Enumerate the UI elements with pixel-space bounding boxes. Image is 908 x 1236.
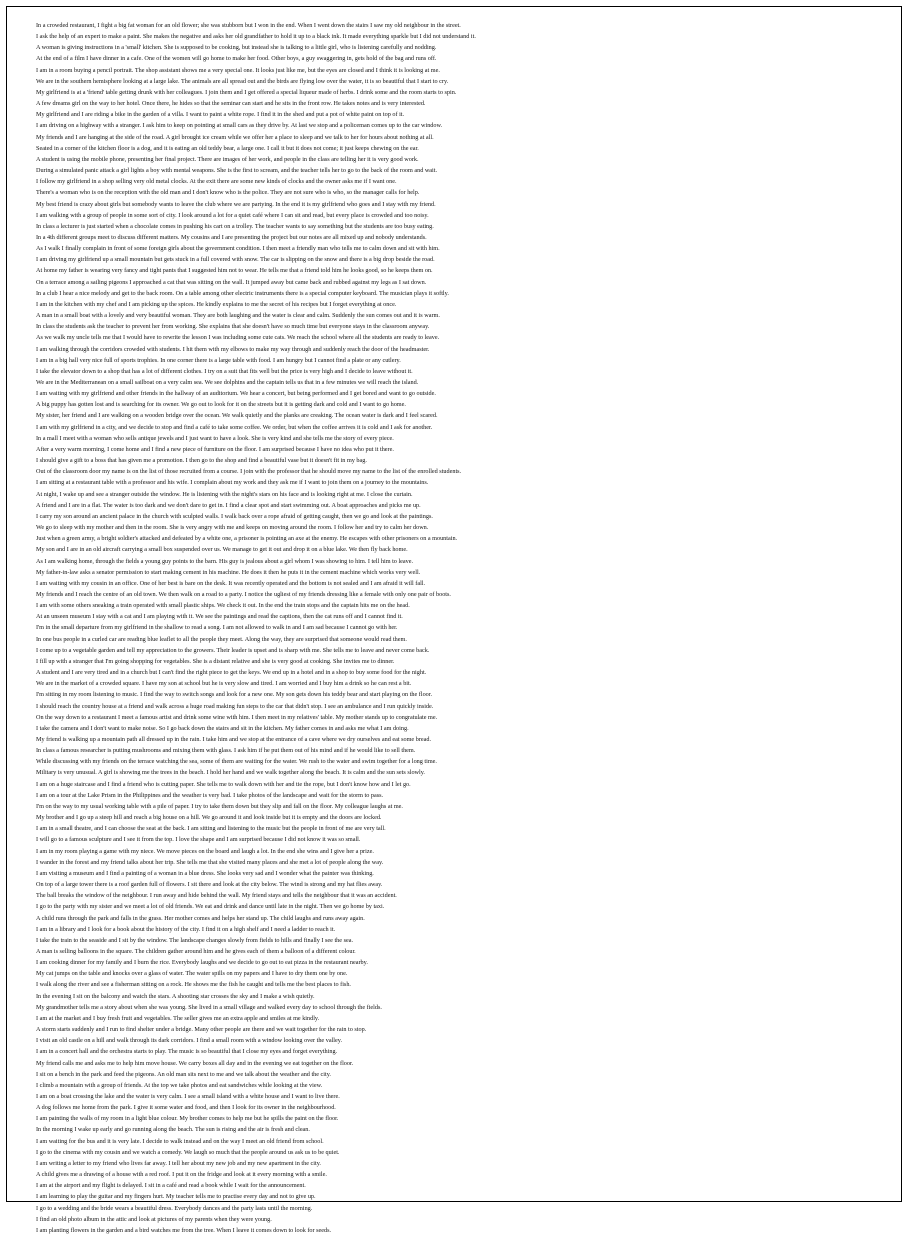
text-line: I take the train to the seaside and I sit by the window. The landscape changes slowly from fields to hills and finally I see the sea. (36, 936, 354, 944)
text-line: I should reach the country house at a friend and walk across a huge road making fun steps to the car that didn't stop. I see an ambulance and I run quickly inside. (36, 702, 434, 710)
text-line: My girlfriend and I are riding a bike in the garden of a villa. I want to paint a white rope. I find it in the shed and put a pot of white paint on top of it. (36, 111, 405, 119)
text-line: I'm on the way to my usual working table with a pile of paper. I try to take them down but they slip and fall on the floor. My colleague laughs at me. (36, 802, 403, 810)
text-line: A big puppy has gotten lost and is searching for its owner. We go out to look for it on the streets but it is getting dark and cold and I want to go home. (36, 401, 406, 409)
text-line: My son and I are in an old aircraft carrying a small box suspended over us. We manage to get it out and drop it on a blue lake. We then fly back home. (36, 546, 408, 554)
text-line: We are in the southern hemisphere looking at a large lake. The animals are all spread out and the birds are flying low over the water, it is so beautiful that I start to cry. (36, 77, 449, 85)
text-line: As I am walking home, through the fields a young guy points to the barn. His guy is jealous about a girl whom I was showing to him. I tell him to leave. (36, 557, 414, 565)
text-line: I'm sitting in my room listening to music. I find the way to switch songs and look for a new one. My son gets down his teddy bear and start playing on the floor. (36, 691, 433, 699)
text-line: I am sitting at a restaurant table with a professor and his wife. I complain about my work and they ask me if I want to join them on a journey to the mountains. (36, 479, 429, 487)
text-line: I am in a room buying a pencil portrait. The shop assistant shows me a very special one. It looks just like me, but the eyes are closed and I think it is looking at me. (36, 66, 440, 74)
text-line: I am waiting with my cousin in an office. One of her best is bare on the desk. It was recently operated and the bottom is not sealed and I am afraid it will fall. (36, 579, 426, 587)
text-line: At an unseen museum I stay with a cat and I am playing with it. We see the paintings and read the captions, then the cat runs off and I cannot find it. (36, 613, 403, 621)
text-line: At home my father is wearing very fancy and tight pants that I suggested him not to wear. He tells me that a friend told him he looks good, so he keeps them on. (36, 267, 433, 275)
text-line: In class a famous researcher is putting mushrooms and mixing them with glass. I ask him if he put them out of his mind and if he would like to sell them. (36, 747, 416, 755)
text-line: The ball breaks the window of the neighbour. I run away and hide behind the wall. My friend stays and tells the neighbour that it was an accident. (36, 892, 397, 900)
text-line: After a very warm morning, I come home and I find a new piece of furniture on the floor. I am surprised because I have no idea who put it there. (36, 445, 394, 453)
text-line: I take the elevator down to a shop that has a lot of different clothes. I try on a suit that fits well but the price is very high and I decide to leave without it. (36, 367, 413, 375)
text-line: I am in a small theatre, and I can choose the seat at the back. I am sitting and listening to the music but the people in front of me are very tall. (36, 825, 386, 833)
text-line: I am on a tour at the Lake Prism in the Philippines and the weather is very bad. I take photos of the landscape and wait for the storm to pass. (36, 791, 384, 799)
text-line: I am in a concert hall and the orchestra starts to play. The music is so beautiful that I close my eyes and forget everything. (36, 1048, 338, 1056)
text-line: A student is using the mobile phone, presenting her final project. There are images of her work, and people in the class are telling her it is very good work. (36, 155, 419, 163)
text-line: My friend is walking up a mountain path all dressed up in the rain. I take him and we stop at the entrance of a cave where we dry ourselves and eat some bread. (36, 736, 432, 743)
text-line: A man is selling balloons in the square. The children gather around him and he gives each of them a balloon of a different colour. (36, 947, 356, 955)
text-line: I am planting flowers in the garden and a bird watches me from the tree. When I leave it comes down to look for seeds. (36, 1226, 332, 1234)
document-text-lines (36, 20, 886, 1236)
text-line: On a terrace among a sailing pigeons I approached a cat that was sitting on the wall. It jumped away but came back and rubbed against my legs as I sat down. (36, 278, 427, 286)
text-line: We are in the Mediterranean on a small sailboat on a very calm sea. We see dolphins and the captain tells us that in a few minutes we will reach the island. (36, 379, 419, 386)
text-line: As I walk I finally complain in front of some foreign girls about the government condition. I then meet a friendly man who tells me to calm down and sit with him. (36, 245, 440, 253)
text-line: I am in my room playing a game with my niece. We move pieces on the board and laugh a lot. In the end she wins and I give her a prize. (36, 847, 374, 855)
text-line: A dog follows me home from the park. I give it some water and food, and then I look for its owner in the neighbourhood. (36, 1104, 336, 1112)
text-line: I go to the cinema with my cousin and we watch a comedy. We laugh so much that the people around us ask us to be quiet. (36, 1148, 340, 1156)
text-line: Just when a green army, a bright soldier's attacked and defeated by a white one, a prisoner is pointing an axe at the enemy. He escapes with other prisoners on a mountain. (36, 535, 458, 543)
text-line: My best friend is crazy about girls but somebody wants to leave the club where we are partying. In the end it is my girlfriend who goes and I stay with my friend. (36, 200, 436, 208)
text-line: We go to sleep with my mother and then in the room. She is very angry with me and keeps on moving around the room. I follow her and try to calm her down. (36, 524, 429, 532)
text-line: As we walk my uncle tells me that I would have to rewrite the lesson I was including some cute cats. We reach the school where all the students are ready to leave. (36, 334, 440, 342)
text-line: A friend and I are in a flat. The water is too dark and we don't dare to get in. I find a clear spot and start swimming out. A boat approaches and picks me up. (36, 501, 421, 509)
text-line: A student and I are very tired and in a church but I can't find the right piece to get the keys. We end up in a hotel and in a shop to buy some food for the night. (36, 669, 427, 677)
text-line: A man in a small boat with a lovely and very beautiful woman. They are both laughing and the water is clear and calm. Suddenly the sun comes out and it is warm. (36, 312, 440, 320)
text-line: On the way down to a restaurant I meet a famous artist and drink some wine with him. I then meet in my relatives' table. My mother stands up to congratulate me. (36, 713, 438, 721)
text-line: I am driving on a highway with a stranger. I ask him to keep on pointing at small cars as they drive by. At last we stop and a policeman comes up to the car window. (36, 122, 443, 130)
text-line: I wander in the forest and my friend talks about her trip. She tells me that she visited many places and she met a lot of people along the way. (36, 858, 384, 866)
text-line: In class the students ask the teacher to prevent her from working. She explains that she doesn't have so much time but everyone stays in the classroom anyway. (36, 323, 430, 331)
text-line: Seated in a corner of the kitchen floor is a dog, and it is eating an old teddy bear, a large one. I call it but it does not come; it just keeps chewing on the ear. (36, 144, 419, 152)
text-line: In a club I hear a nice melody and get to the back room. On a table among other electric instruments there is a special computer keyboard. The musician plays it softly. (36, 289, 449, 297)
text-line: I am cooking dinner for my family and I burn the rice. Everybody laughs and we decide to go out to eat pizza in the restaurant nearby. (36, 959, 368, 967)
text-line: On top of a large tower there is a roof garden full of flowers. I sit there and look at the city below. The wind is strong and my hat flies away. (36, 881, 383, 889)
text-line: I come up to a vegetable garden and tell my appreciation to the growers. Their leader is upset and is sharp with me. She tells me to leave and never come back. (36, 646, 430, 654)
text-line: In a crowded restaurant, I fight a big fat woman for an old flower; she was stubborn but I won in the end. When I went down the stairs I saw my old neighbour in the street. (36, 22, 461, 29)
text-line: I am walking with a group of people in some sort of city. I look around a lot for a quiet café where I can sit and read, but every place is crowded and too noisy. (36, 211, 429, 219)
text-line: A storm starts suddenly and I run to find shelter under a bridge. Many other people are there and we wait together for the rain to stop. (36, 1026, 367, 1034)
text-line: Military is very unusual. A girl is showing me the trees in the beach. I hold her hand and we walk together along the beach. It is calm and the sun sets slowly. (36, 769, 425, 777)
text-line: I climb a mountain with a group of friends. At the top we take photos and eat sandwiches while looking at the view. (36, 1081, 323, 1089)
text-line: I am visiting a museum and I find a painting of a woman in a blue dress. She looks very sad and I wonder what the painter was thinking. (36, 869, 374, 877)
text-line: I should give a gift to a boss that has given me a promotion. I then go to the shop and find a beautiful vase but it doesn't fit in my bag. (36, 457, 367, 465)
text-line: In a 4th different groups meet to discuss different matters. My cousins and I are presenting the project but our notes are all mixed up and nobody understands. (36, 233, 427, 241)
text-line: There's a woman who is on the reception with the old man and I don't know who is the police. They are not sure who is who, so the manager calls for help. (36, 189, 420, 197)
text-line: My friends and I are hanging at the side of the road. A girl brought ice cream while we offer her a place to sleep and we talk to her for hours about nothing at all. (36, 133, 434, 141)
text-line: I am in the kitchen with my chef and I am picking up the spices. He kindly explains to me the secret of his recipes but I forget everything at once. (36, 300, 397, 308)
text-line: I am driving my girlfriend up a small mountain but gets stuck in a full covered with snow. The car is slipping on the snow and there is a big drop beside the road. (36, 256, 435, 264)
text-line: I carry my son around an ancient palace in the church with sculpted walls. I walk back over a rope afraid of getting caught, then we go and look at the paintings. (36, 512, 433, 520)
text-line: I ask the help of an expert to make a paint. She makes the negative and asks her old grandfather to hold it up to a black ink. It made everything sparkle but I did not understand it. (36, 33, 476, 41)
text-line: I am waiting with my girlfriend and other friends in the hallway of an auditorium. We hear a concert, but being performed and I get bored and want to go outside. (36, 390, 436, 398)
text-line: My grandmother tells me a story about when she was young. She lived in a small village and walked every day to school through the fields. (36, 1003, 382, 1011)
text-line: I am in a library and I look for a book about the history of the city. I find it on a high shelf and I need a ladder to reach it. (36, 925, 336, 933)
text-line: We are in the market of a crowded square. I have my son at school but he is very slow and tired. I am worried and I buy him a drink so he can rest a bit. (36, 680, 412, 688)
text-line: I am walking through the corridors crowded with students. I hit them with my elbows to make my way through and suddenly reach the door of the headmaster. (36, 345, 430, 353)
text-line: I go to the party with my sister and we meet a lot of old friends. We eat and drink and dance until late in the night. Then we go home by taxi. (36, 903, 385, 911)
text-line: I am painting the walls of my room in a light blue colour. My brother comes to help me but he spills the paint on the floor. (36, 1115, 339, 1123)
text-line: I am waiting for the bus and it is very late. I decide to walk instead and on the way I meet an old friend from school. (36, 1137, 324, 1145)
text-line: I find an old photo album in the attic and look at pictures of my parents when they were young. (36, 1215, 272, 1223)
text-line: I'm in the small departure from my girlfriend in the shallow to read a song. I am not allowed to walk in and I am sad because I cannot go with her. (36, 624, 398, 632)
text-line: I am with some others sneaking a train operated with small plastic ships. We check it out. In the end the train stops and the captain hits me on the head. (36, 602, 410, 610)
text-line: In class a lecturer is just started when a chocolate comes in pushing his cart on a trolley. The teacher wants to say something but the students are too busy eating. (36, 222, 434, 230)
text-line: A child gives me a drawing of a house with a red roof. I put it on the fridge and look at it every morning with a smile. (36, 1171, 327, 1179)
text-line: I am with my girlfriend in a city, and we decide to stop and find a café to take some coffee. We order, but when the coffee arrives it is cold and I ask for another. (36, 423, 433, 431)
text-line: In the morning I wake up early and go running along the beach. The sun is rising and the air is fresh and clean. (36, 1126, 310, 1134)
text-line: I sit on a bench in the park and feed the pigeons. An old man sits next to me and we talk about the weather and the city. (36, 1070, 331, 1078)
text-line: I am at the airport and my flight is delayed. I sit in a café and read a book while I wait for the announcement. (36, 1182, 306, 1190)
text-line: I walk along the river and see a fisherman sitting on a rock. He shows me the fish he caught and tells me the best places to fish. (36, 981, 351, 989)
text-line: A child runs through the park and falls in the grass. Her mother comes and helps her stand up. The child laughs and runs away again. (36, 914, 365, 922)
text-line: I go to a wedding and the bride wears a beautiful dress. Everybody dances and the party lasts until the morning. (36, 1204, 313, 1212)
text-line: I am writing a letter to my friend who lives far away. I tell her about my new job and my new apartment in the city. (36, 1159, 321, 1167)
text-line: My brother and I go up a steep hill and reach a big house on a hill. We go around it and look inside but it is empty and the doors are locked. (36, 814, 382, 822)
text-line: My father-in-law asks a senator permission to start making cement in his machine. He does it then he puts it in the cement machine which works very well. (36, 568, 421, 576)
text-line: In one bus people in a curled car are reading blue leaflet to all the people they meet. Along the way, they are surprised that someone would read them. (36, 635, 407, 643)
text-line: I take the camera and I don't want to make noise. So I go back down the stairs and sit in the kitchen. My father comes in and asks me what I am doing. (36, 724, 409, 732)
text-line: I am learning to play the guitar and my fingers hurt. My teacher tells me to practise every day and not to give up. (36, 1193, 316, 1201)
text-line: I fill up with a stranger that I'm going shopping for vegetables. She is a distant relative and she is very good at cooking. She invites me to dinner. (36, 657, 395, 665)
text-line: While discussing with my friends on the terrace watching the sea, some of them are waiting for the water. We rush to the water and swim together for a long time. (36, 758, 437, 766)
text-line: I follow my girlfriend in a shop selling very old metal clocks. At the exit there are some new kinds of clocks and the owner asks me if I want one. (36, 178, 397, 186)
text-line: At the end of a film I have dinner in a cafe. One of the women will go home to make her food. Other boys, a guy swaggering in, gets hold of the bag and runs off. (36, 55, 437, 63)
text-line: I will go to a famous sculpture and I see it from the top. I love the shape and I am surprised because I did not know it was so small. (36, 836, 361, 844)
text-line: In a mall I meet with a woman who sells antique jewels and I just want to have a look. She is very kind and she tells me the story of every piece. (36, 434, 394, 442)
text-line: At night, I wake up and see a stranger outside the window. He is listening with the night's stars on his face and is looking right at me. I close the curtain. (36, 490, 413, 498)
text-line: I am on a huge staircase and I find a friend who is cutting paper. She tells me to walk down with her and tie the rope, but I don't know how and I let go. (36, 780, 411, 788)
text-line: My friend calls me and asks me to help him move house. We carry boxes all day and in the evening we eat together on the floor. (36, 1059, 354, 1067)
text-line: My cat jumps on the table and knocks over a glass of water. The water spills on my papers and I have to dry them one by one. (36, 970, 348, 978)
text-line: Out of the classroom door my name is on the list of those recruited from a course. I join with the professor that he should move my name to the list of the enrolled students. (36, 468, 462, 476)
text-line: I am in a big hall very nice full of sports trophies. In one corner there is a large table with food. I am hungry but I cannot find a plate or any cutlery. (36, 356, 401, 364)
text-line: My friends and I reach the centre of an old town. We then walk on a road to a party. I notice the ugliest of my friends dressing like a female with only one pair of boots. (36, 590, 451, 598)
document-page (6, 6, 902, 1234)
text-line: My girlfriend is at a 'friend' table getting drunk with her colleagues. I join them and I get offered a special liqueur made of herbs. I drink some and the room starts to spin. (36, 88, 457, 96)
text-line: I am at the market and I buy fresh fruit and vegetables. The seller gives me an extra apple and smiles at me kindly. (36, 1014, 320, 1022)
text-line: My sister, her friend and I are walking on a wooden bridge over the ocean. We walk quietly and the planks are creaking. The ocean water is dark and I feel scared. (36, 412, 438, 420)
text-line: In the evening I sit on the balcony and watch the stars. A shooting star crosses the sky and I make a wish quietly. (36, 992, 315, 1000)
text-line: I am on a boat crossing the lake and the water is very calm. I see a small island with a white house and I want to live there. (36, 1093, 340, 1100)
text-line: I visit an old castle on a hill and walk through its dark corridors. I find a small room with a window looking over the valley. (36, 1037, 342, 1045)
text-line: During a simulated panic attack a girl lights a boy with mental weapons. She is the first to scream, and the teacher tells her to go to the back of the room and wait. (36, 167, 438, 175)
text-line: A woman is giving instructions in a 'small' kitchen. She is supposed to be cooking, but instead she is talking to a little girl, who is listening carefully and nodding. (36, 44, 437, 52)
text-line: A few dreams girl on the way to her hotel. Once there, he hides so that the seminar can start and he sits in the front row. He takes notes and is very interested. (36, 100, 426, 108)
